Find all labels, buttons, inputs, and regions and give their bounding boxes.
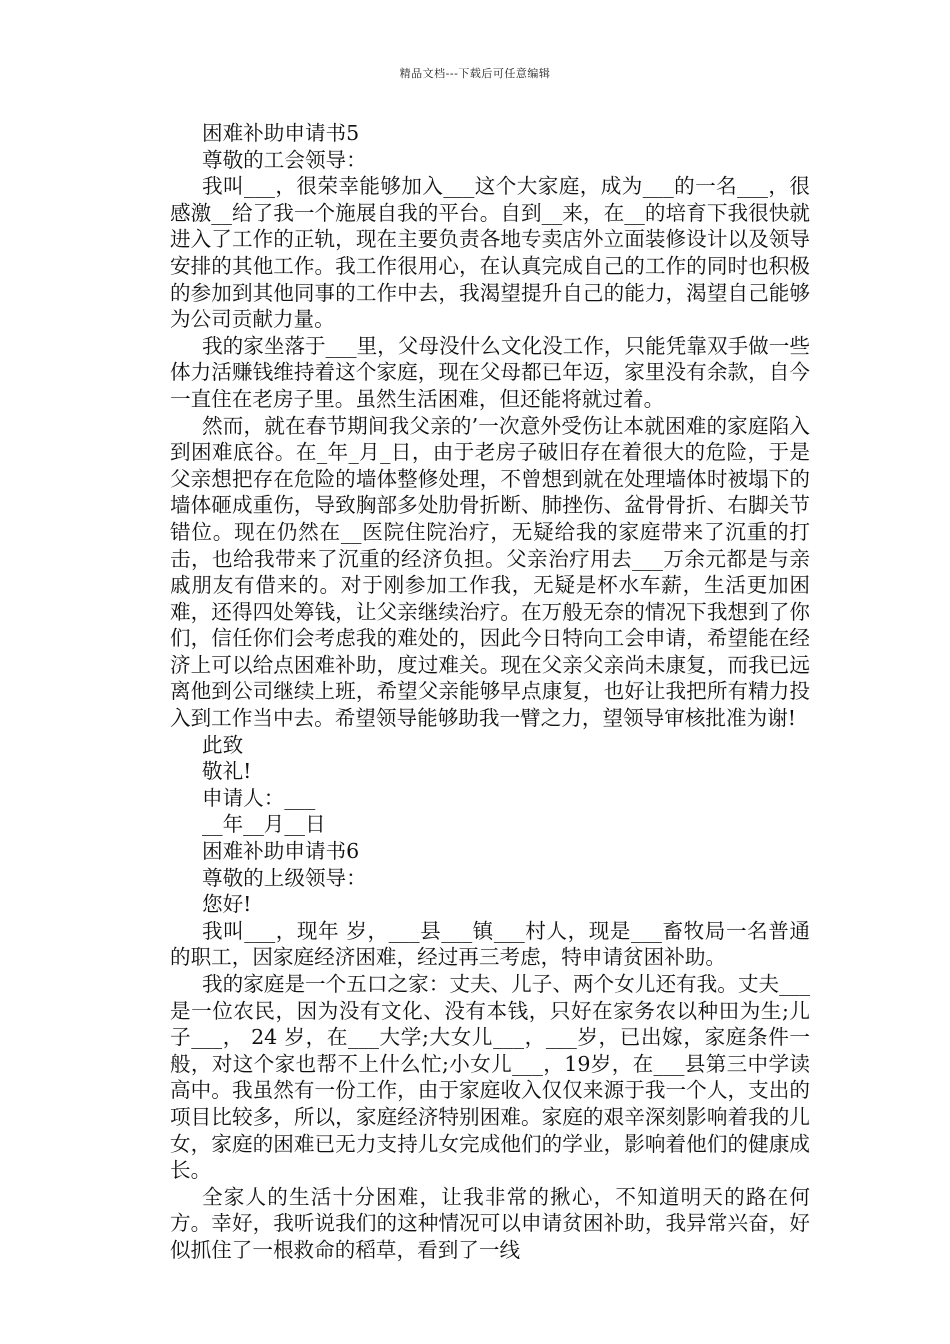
salutation-6: 尊敬的上级领导： — [202, 865, 367, 890]
applicant-line: 申请人：___ — [202, 785, 316, 810]
closing-line-2: 敬礼! — [202, 759, 252, 784]
paragraph-6-1: 我叫___，现年 岁，___县___镇___村人，现是___畜牧局一名普通的职工，因家庭经济困难，经过再三考虑，特申请贫困补助。 — [170, 918, 810, 970]
document-body — [170, 120, 810, 1264]
salutation-5: 尊敬的工会领导： — [202, 147, 367, 172]
paragraph-6-2: 我的家庭是一个五口之家：丈夫、儿子、两个女儿还有我。丈夫___是一位农民，因为没有文化、没有本钱，只好在家务农以种田为生;儿子___， 24 岁，在___大学;大女儿___，___岁，已出嫁，家庭条件一般，对这个家也帮不上什么忙;小女儿___，19岁，在___县第三中学读高中。我虽然有一份工作，由于家庭收入仅仅来源于我一个人，支出的项目比较多，所以，家庭经济特别困难。家庭的艰辛深刻影响着我的儿女，家庭的困难已无力支持儿女完成他们的学业，影响着他们的健康成长。 — [170, 972, 810, 1183]
doc-title-5: 困难补助申请书5 — [202, 121, 360, 145]
greeting-6: 您好! — [202, 892, 252, 917]
page-header: 精品文档---下载后可任意编辑 — [399, 67, 551, 80]
paragraph-5-1: 我叫___，很荣幸能够加入___这个大家庭，成为___的一名___，很感激__给了我一个施展自我的平台。自到__来，在__的培育下我很快就进入了工作的正轨，现在主要负责各地专卖店外立面装修设计以及领导安排的其他工作。我工作很用心，在认真完成自己的工作的同时也积极的参加到其他同事的工作中去，我渴望提升自己的能力，渴望自己能够为公司贡献力量。 — [170, 174, 810, 332]
paragraph-5-3: 然而，就在春节期间我父亲的’一次意外受伤让本就困难的家庭陷入到困难底谷。在_年_月_日，由于老房子破旧存在着很大的危险，于是父亲想把存在危险的墙体整修处理，不曾想到就在处理墙体时被塌下的墙体砸成重伤，导致胸部多处肋骨折断、肺挫伤、盆骨骨折、右脚关节错位。现在仍然在__医院住院治疗，无疑给我的家庭带来了沉重的打击，也给我带来了沉重的经济负担。父亲治疗用去___万余元都是与亲戚朋友有借来的。对于刚参加工作我，无疑是杯水车薪，生活更加困难，还得四处筹钱，让父亲继续治疗。在万般无奈的情况下我想到了你们，信任你们会考虑我的难处的，因此今日特向工会申请，希望能在经济上可以给点困难补助，度过难关。现在父亲父亲尚未康复，而我已远离他到公司继续上班，希望父亲能够早点康复，也好让我把所有精力投入到工作当中去。希望领导能够助我一臂之力，望领导审核批准为谢! — [170, 413, 810, 731]
paragraph-6-3: 全家人的生活十分困难，让我非常的揪心，不知道明天的路在何方。幸好，我听说我们的这种情况可以申请贫困补助，我异常兴奋，好似抓住了一根救命的稻草，看到了一线 — [170, 1184, 810, 1262]
closing-line-1: 此致 — [202, 732, 244, 757]
paragraph-5-2: 我的家坐落于___里，父母没什么文化没工作，只能凭靠双手做一些体力活赚钱维持着这个家庭，现在父母都已年迈，家里没有余款，自今一直住在老房子里。虽然生活困难，但还能将就过着。 — [170, 333, 810, 411]
doc-title-6: 困难补助申请书6 — [202, 839, 360, 864]
date-line: __年__月__日 — [202, 812, 326, 837]
